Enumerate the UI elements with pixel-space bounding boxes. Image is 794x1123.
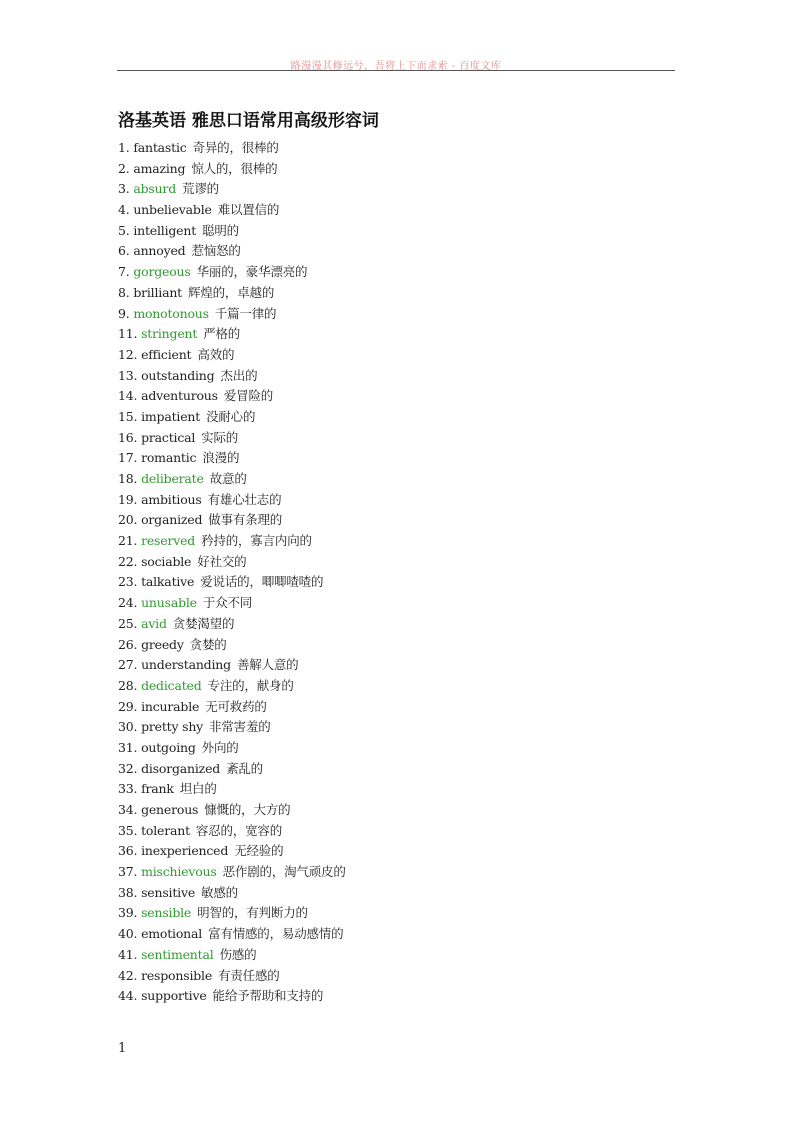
vocab-english: frank [141,781,174,797]
vocab-english: supportive [141,988,207,1004]
vocab-item [118,966,346,987]
vocab-chinese: 故意的 [209,471,247,486]
vocab-chinese: 浪漫的 [202,450,240,466]
vocab-number: 5. [118,222,130,238]
vocab-english: talkative [141,574,195,590]
vocab-item [118,283,346,304]
vocab-number: 38. [118,884,138,900]
vocab-item [118,862,346,883]
vocab-item [118,490,346,511]
vocabulary-list [118,138,346,1007]
vocab-english-highlighted: sentimental [141,946,214,962]
vocab-item [118,138,346,159]
vocab-english: brilliant [133,284,183,300]
vocab-item [118,924,346,945]
vocab-english: organized [141,512,203,528]
vocab-chinese: 好社交的 [197,553,247,569]
vocab-number: 17. [118,450,138,466]
vocab-chinese: 奇异的，很棒的 [192,140,279,155]
vocab-english: impatient [141,408,201,424]
vocab-english-highlighted: stringent [141,326,198,342]
vocab-english: outgoing [141,739,196,755]
vocab-chinese: 实际的 [201,429,239,445]
vocab-english-highlighted: dedicated [141,677,202,693]
vocab-number: 29. [118,698,138,714]
vocab-item [118,159,346,180]
vocab-english: incurable [141,698,200,714]
vocab-chinese: 爱说话的，唧唧喳喳的 [200,574,324,590]
vocab-english: emotional [141,926,203,942]
vocab-number: 28. [118,677,138,693]
vocab-english: generous [141,802,199,817]
vocab-chinese: 辉煌的，卓越的 [188,284,275,300]
vocab-item [118,345,346,366]
page-number: 1 [118,1041,127,1056]
vocab-chinese: 非常害羞的 [209,719,271,735]
vocab-number: 40. [118,926,138,942]
vocab-number: 44. [118,988,138,1004]
vocab-english-highlighted: mischievous [141,864,217,880]
vocab-chinese: 富有情感的，易动感情的 [208,926,344,942]
vocab-number: 33. [118,781,138,797]
vocab-chinese: 做事有条理的 [208,512,283,528]
vocab-number: 1. [118,140,130,155]
vocab-number: 35. [118,822,138,838]
vocab-chinese: 没耐心的 [206,408,256,424]
vocab-chinese: 惹恼怒的 [191,243,241,259]
vocab-english-highlighted: deliberate [141,471,204,486]
vocab-english: fantastic [133,140,187,155]
vocab-english: tolerant [141,822,190,838]
vocab-english: greedy [141,636,184,652]
vocab-chinese: 恶作剧的，淘气顽皮的 [222,864,346,880]
vocab-item [118,821,346,842]
header-divider [117,70,675,71]
vocab-chinese: 华丽的，豪华漂亮的 [196,264,308,280]
vocab-number: 32. [118,760,138,776]
vocab-english-highlighted: gorgeous [133,264,191,280]
vocab-chinese: 难以置信的 [217,202,280,218]
vocab-chinese: 明智的，有判断力的 [197,905,308,921]
vocab-english-highlighted: avid [141,615,167,631]
vocab-chinese: 惊人的，很棒的 [191,160,278,176]
vocab-item [118,593,346,614]
vocab-item [118,697,346,718]
vocab-item [118,469,346,490]
vocab-item [118,717,346,738]
document-title: 洛基英语 雅思口语常用高级形容词 [118,111,379,131]
vocab-number: 2. [118,160,130,176]
vocab-chinese: 专注的，献身的 [207,677,294,693]
vocab-english: adventurous [141,388,218,404]
vocab-item [118,552,346,573]
vocab-chinese: 无经验的 [234,843,284,859]
vocab-item [118,241,346,262]
vocab-number: 18. [118,471,138,486]
vocab-item [118,986,346,1007]
vocab-item [118,221,346,242]
vocab-number: 8. [118,284,130,300]
vocab-item [118,800,346,821]
vocab-number: 22. [118,553,138,569]
vocab-number: 31. [118,739,138,755]
vocab-item [118,428,346,449]
vocab-chinese: 聪明的 [202,222,239,238]
vocab-item [118,903,346,924]
vocab-item [118,262,346,283]
vocab-item [118,510,346,531]
vocab-chinese: 敏感的 [201,884,238,900]
vocab-number: 14. [118,388,138,404]
vocab-item [118,200,346,221]
vocab-english-highlighted: monotonous [133,305,209,321]
vocab-number: 41. [118,946,138,962]
vocab-number: 34. [118,802,138,817]
vocab-number: 24. [118,595,138,611]
vocab-number: 6. [118,243,130,259]
vocab-number: 4. [118,202,130,218]
vocab-chinese: 荒谬的 [182,181,219,197]
vocab-chinese: 爱冒险的 [223,388,274,404]
vocab-item [118,407,346,428]
vocab-chinese: 杰出的 [220,367,258,383]
vocab-number: 30. [118,719,138,735]
vocab-number: 21. [118,533,138,549]
vocab-number: 42. [118,967,138,983]
vocab-number: 13. [118,367,138,383]
vocab-number: 15. [118,408,138,424]
vocab-chinese: 善解人意的 [236,657,299,673]
vocab-number: 37. [118,864,138,880]
vocab-item [118,366,346,387]
vocab-english-highlighted: absurd [133,181,177,197]
vocab-chinese: 有雄心壮志的 [207,491,282,507]
vocab-number: 26. [118,636,138,652]
vocab-chinese: 慷慨的，大方的 [204,802,291,817]
vocab-english: sociable [141,553,192,569]
vocab-item [118,759,346,780]
vocab-item [118,738,346,759]
vocab-number: 9. [118,305,130,321]
vocab-chinese: 矜持的，寡言内向的 [201,533,312,549]
vocab-item [118,655,346,676]
vocab-chinese: 严格的 [203,326,241,342]
vocab-item [118,304,346,325]
vocab-number: 25. [118,615,138,631]
vocab-item [118,179,346,200]
vocab-chinese: 于众不同 [202,595,253,611]
vocab-item [118,635,346,656]
vocab-chinese: 容忍的，宽容的 [195,822,283,838]
vocab-english: efficient [141,346,192,362]
vocab-chinese: 伤感的 [219,946,257,962]
vocab-chinese: 贪婪渴望的 [172,615,235,631]
vocab-item [118,572,346,593]
vocab-item [118,531,346,552]
vocab-number: 39. [118,905,138,921]
vocab-item [118,614,346,635]
vocab-english: sensitive [141,884,196,900]
header-watermark-text: 路漫漫其修远兮，吾将上下而求索 - 百度文库 [290,61,502,72]
vocab-english: inexperienced [141,843,229,859]
vocab-item [118,883,346,904]
vocab-chinese: 高效的 [197,346,235,362]
vocab-english: disorganized [141,760,221,776]
vocab-english: romantic [141,450,197,466]
vocab-item [118,386,346,407]
vocab-number: 3. [118,181,130,197]
vocab-english: outstanding [141,367,215,383]
vocab-number: 36. [118,843,138,859]
vocab-english: practical [141,429,196,445]
vocab-english: understanding [141,657,231,673]
vocab-number: 27. [118,657,138,673]
vocab-english: responsible [141,967,213,983]
vocab-number: 7. [118,264,130,280]
vocab-english-highlighted: reserved [141,533,196,549]
vocab-english: intelligent [133,222,197,238]
vocab-item [118,448,346,469]
vocab-item [118,841,346,862]
vocab-item [118,324,346,345]
vocab-chinese: 坦白的 [179,781,217,797]
vocab-chinese: 紊乱的 [226,760,263,776]
vocab-number: 19. [118,491,138,507]
vocab-chinese: 贪婪的 [189,636,227,652]
vocab-number: 16. [118,429,138,445]
vocab-english: pretty shy [141,719,204,735]
vocab-chinese: 千篇一律的 [214,305,277,321]
vocab-item [118,676,346,697]
vocab-chinese: 有责任感的 [218,967,280,983]
vocab-english: annoyed [133,243,186,259]
vocab-chinese: 无可救药的 [205,698,267,714]
vocab-number: 20. [118,512,138,528]
vocab-number: 11. [118,326,138,342]
vocab-number: 23. [118,574,138,590]
vocab-english: unbelievable [133,202,212,218]
vocab-item [118,945,346,966]
vocab-english: ambitious [141,491,202,507]
vocab-item [118,779,346,800]
vocab-english-highlighted: unusable [141,595,197,611]
vocab-chinese: 能给予帮助和支持的 [212,988,324,1004]
vocab-english-highlighted: sensible [141,905,192,921]
vocab-chinese: 外向的 [201,739,239,755]
vocab-english: amazing [133,160,186,176]
vocab-number: 12. [118,346,138,362]
